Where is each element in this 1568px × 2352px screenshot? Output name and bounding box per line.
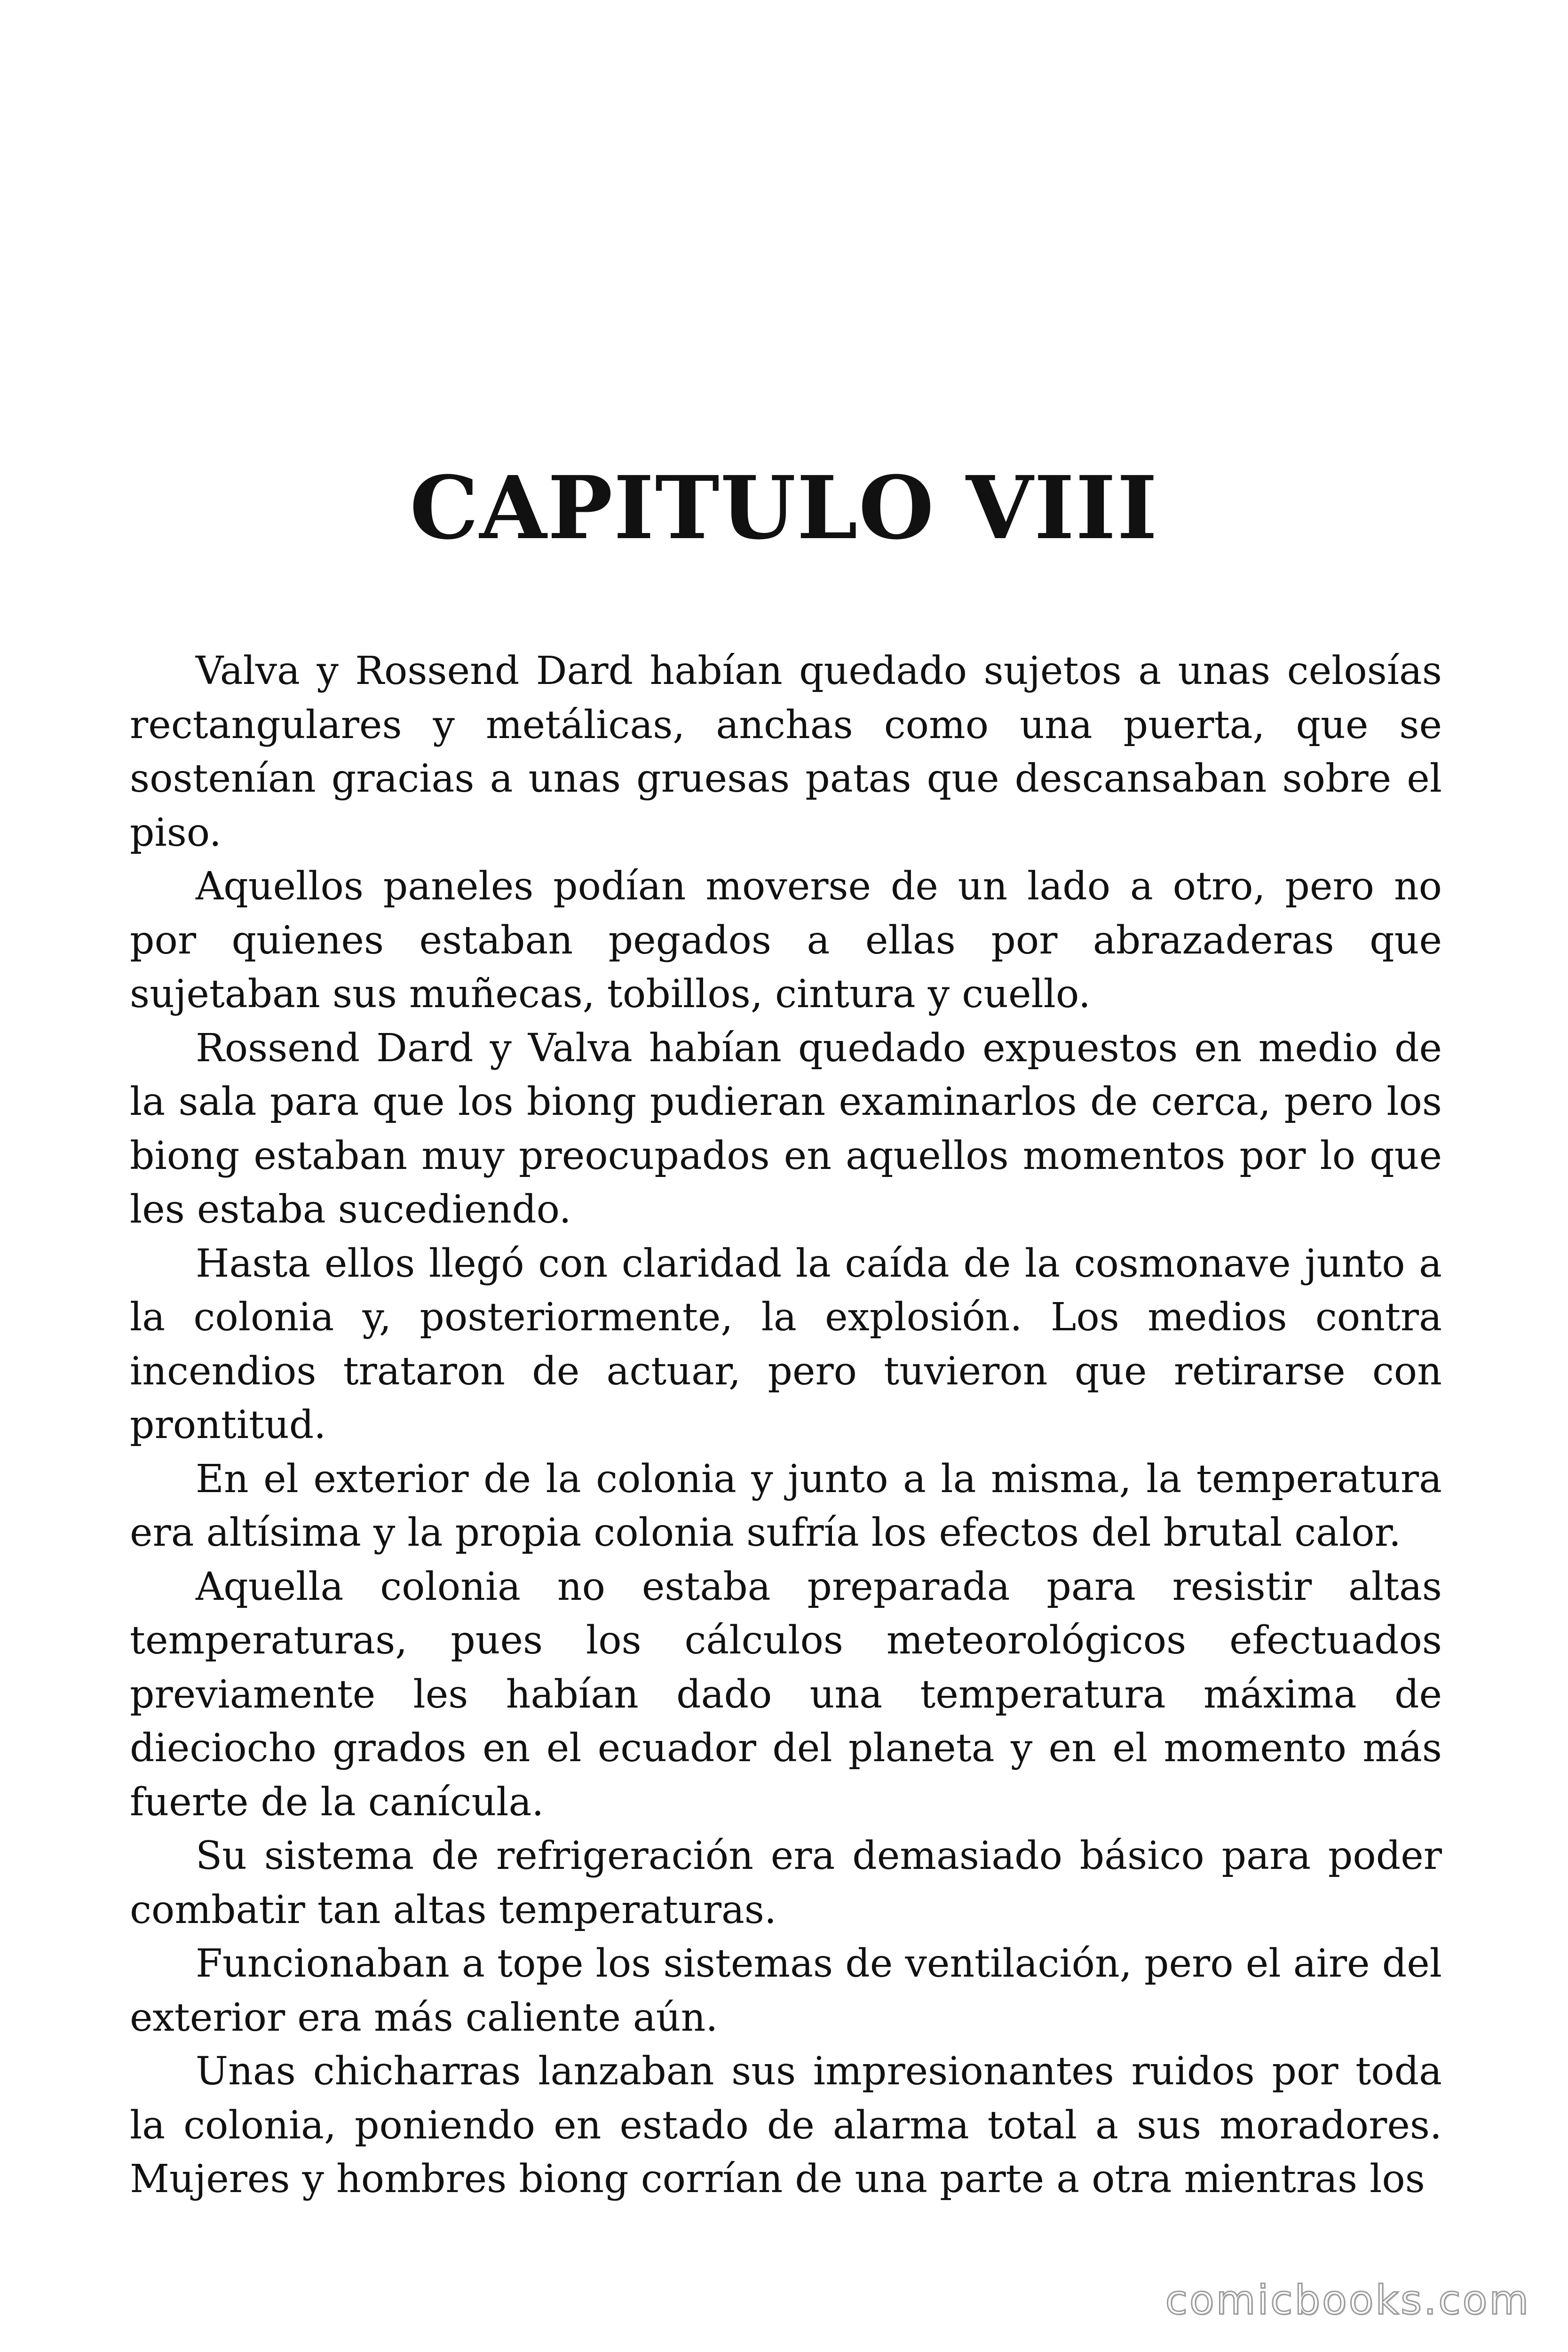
paragraph: Funcionaban a tope los sistemas de ventilación, pero el aire del exterior era más caliente aún. <box>130 1941 1442 2040</box>
paragraph: En el exterior de la colonia y junto a la misma, la temperatura era altísima y la propia colonia sufría los efectos del brutal calor. <box>130 1456 1442 1555</box>
paragraph: Su sistema de refrigeración era demasiado básico para poder combatir tan altas temperaturas. <box>130 1834 1442 1932</box>
paragraph: Aquellos paneles podían moverse de un lado a otro, pero no por quienes estaban pegados a ellas por abrazaderas que sujetaban sus muñecas, tobillos, cintura y cuello. <box>130 864 1442 1017</box>
paragraph: Rossend Dard y Valva habían quedado expuestos en medio de la sala para que los biong pudieran examinarlos de cerca, pero los biong estaban muy preocupados en aquellos momentos por lo que les estaba sucediendo. <box>130 1025 1442 1232</box>
chapter-body <box>130 644 1442 2207</box>
chapter-title: CAPITULO VIII <box>410 457 1158 559</box>
paragraph: Unas chicharras lanzaban sus impresionantes ruidos por toda la colonia, poniendo en estado de alarma total a sus moradores. Mujeres y hombres biong corrían de una parte a otra mientras los <box>130 2049 1442 2201</box>
site-watermark: comicbooks.com <box>1165 2277 1530 2324</box>
paragraph: Hasta ellos llegó con claridad la caída de la cosmonave junto a la colonia y, posteriormente, la explosión. Los medios contra incendios trataron de actuar, pero tuvieron que retirarse con prontitud. <box>130 1241 1442 1447</box>
paragraph: Aquella colonia no estaba preparada para resistir altas temperaturas, pues los cálculos meteorológicos efectuados previamente les habían dado una temperatura máxima de dieciocho grados en el ecuador del planeta y en el momento más fuerte de la canícula. <box>130 1564 1442 1825</box>
paragraph: Valva y Rossend Dard habían quedado sujetos a unas celosías rectangulares y metálicas, anchas como una puerta, que se sostenían gracias a unas gruesas patas que descansaban sobre el piso. <box>130 649 1442 855</box>
